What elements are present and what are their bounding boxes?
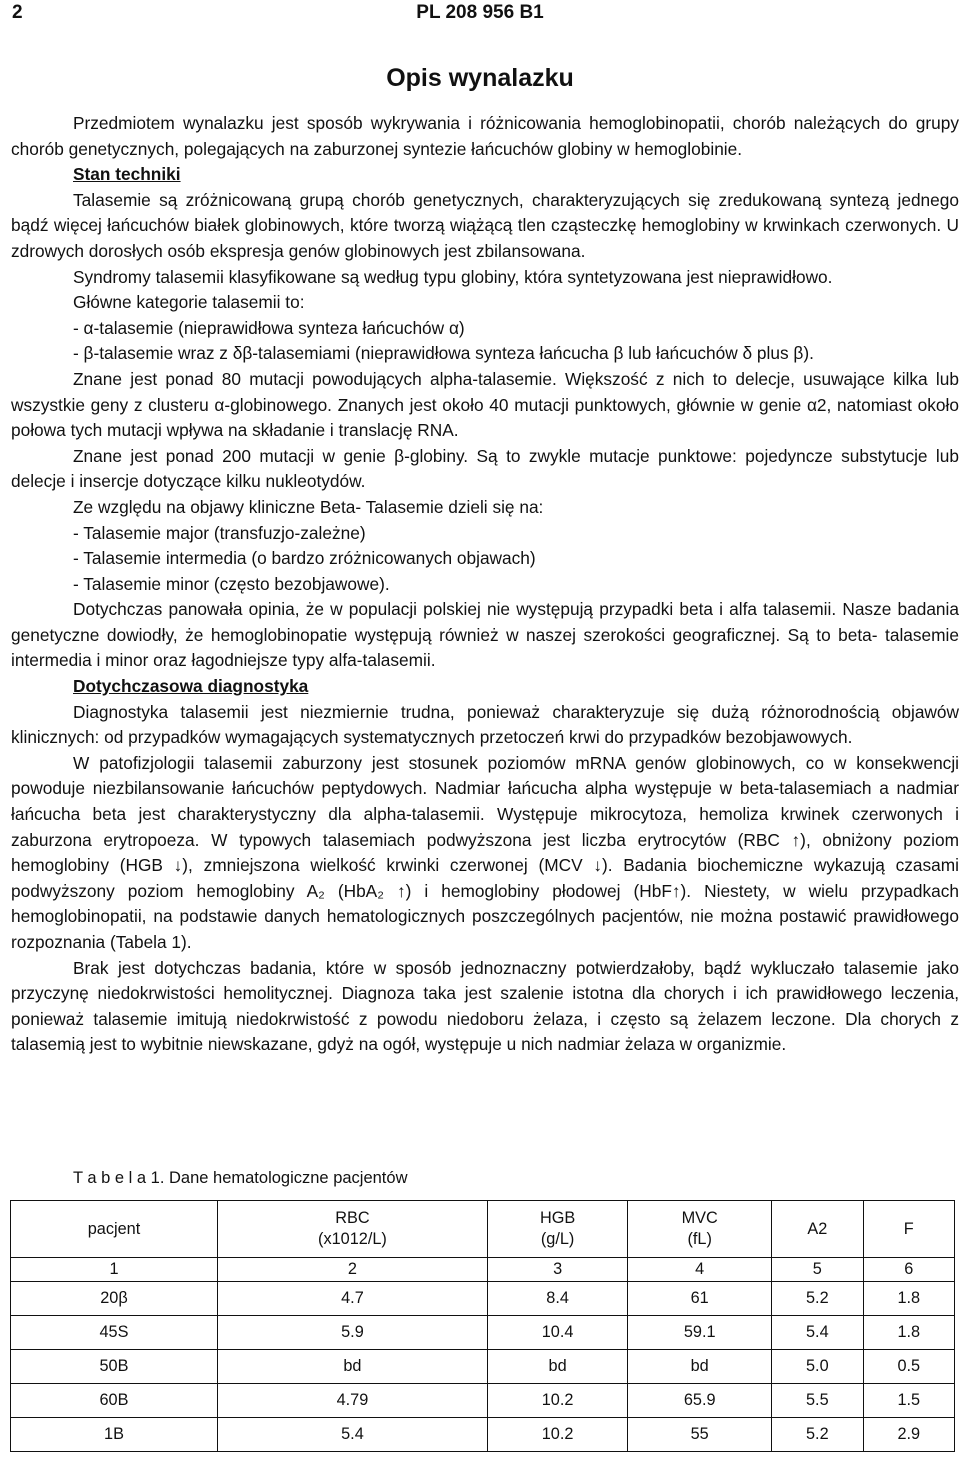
table-cell: 8.4 [487, 1282, 627, 1316]
table-cell: 2.9 [863, 1418, 954, 1452]
paragraph-intro: Przedmiotem wynalazku jest sposób wykrywania i różnicowania hemoglobinopatii, chorób należących do grupy chorób genetycznych, polegających na zaburzonej syntezie łańcuchów globiny w hemoglobinie. [11, 113, 959, 159]
paragraph-beta-classes: Ze względu na objawy kliniczne Beta- Talasemie dzieli się na: [73, 496, 544, 517]
header-text: (fL) [687, 1230, 712, 1248]
table-header-cell [11, 1201, 218, 1258]
heading-text: Stan techniki [73, 164, 181, 185]
table-cell: 55 [628, 1418, 772, 1452]
table-row [11, 1350, 955, 1384]
table-cell: 0.5 [863, 1350, 954, 1384]
table-cell: 1.8 [863, 1316, 954, 1350]
column-number-cell: 6 [863, 1258, 954, 1282]
table-header-cell [628, 1201, 772, 1258]
table-header-row [11, 1201, 955, 1258]
list-item-major: - Talasemie major (transfuzjo-zależne) [73, 522, 366, 543]
paragraph-polish-population: Dotychczas panowała opinia, że w populacji polskiej nie występują przypadki beta i alfa talasemii. Nasze badania genetyczne dowiodły, że hemoglobinopatie występują również w naszej szerokości geograficznej. Są to beta- talasemie intermedia i minor oraz łagodniejsze typy alfa-talasemii. [11, 599, 959, 671]
header-text: RBC [335, 1209, 370, 1227]
header-text: (g/L) [540, 1230, 575, 1248]
table-header-cell [487, 1201, 627, 1258]
column-number-cell: 5 [772, 1258, 863, 1282]
paragraph-syndromes: Syndromy talasemii klasyfikowane są według typu globiny, która syntetyzowana jest nieprawidłowo. [73, 266, 833, 287]
table-header-cell [217, 1201, 487, 1258]
list-item-alpha: - α-talasemie (nieprawidłowa synteza łańcuchów α) [73, 317, 465, 338]
list-item-intermedia: - Talasemie intermedia (o bardzo zróżnicowanych objawach) [73, 548, 536, 569]
table-cell: 65.9 [628, 1384, 772, 1418]
table-cell: 5.4 [217, 1418, 487, 1452]
heading-text: Dotychczasowa diagnostyka [73, 676, 309, 697]
hematology-table [10, 1200, 955, 1452]
patent-number: PL 208 956 B1 [416, 2, 544, 23]
table-cell: 10.4 [487, 1316, 627, 1350]
header-text: HGB [539, 1209, 576, 1227]
table-cell: 5.9 [217, 1316, 487, 1350]
column-number-cell: 4 [628, 1258, 772, 1282]
table-row [11, 1418, 955, 1452]
table-row [11, 1282, 955, 1316]
table-cell: 4.7 [217, 1282, 487, 1316]
header-text: A2 [807, 1219, 828, 1238]
paragraph-thalassemia-definition: Talasemie są zróżnicowaną grupą chorób genetycznych, charakteryzujących się zredukowaną syntezą jednego bądź więcej łańcuchów białek globinowych, które tworzą wiążącą tlen cząsteczkę hemoglobiny w krwinkach czerwonych. U zdrowych dorosłych osób ekspresja genów globinowych jest zbilansowana. [11, 189, 959, 261]
table-cell: 61 [628, 1282, 772, 1316]
paragraph-beta-mutations: Znane jest ponad 200 mutacji w genie β-globiny. Są to zwykle mutacje punktowe: pojedyncze substytucje lub delecje i insercje dotyczące kilku nukleotydów. [11, 445, 959, 492]
table-cell: 59.1 [628, 1316, 772, 1350]
table-cell: 5.2 [772, 1282, 863, 1316]
table-cell: 5.4 [772, 1316, 863, 1350]
table-cell: 10.2 [487, 1418, 627, 1452]
table-cell: 4.79 [217, 1384, 487, 1418]
paragraph-categories: Główne kategorie talasemii to: [73, 292, 305, 313]
column-number-cell: 2 [217, 1258, 487, 1282]
table-cell: 1B [11, 1418, 218, 1452]
document-title: Opis wynalazku [386, 64, 574, 92]
column-number-cell: 3 [487, 1258, 627, 1282]
page-number: 2 [12, 2, 23, 23]
section-heading-state-of-art [11, 162, 959, 188]
document-body [11, 111, 959, 1058]
table-cell: 1.5 [863, 1384, 954, 1418]
table-cell: 60B [11, 1384, 218, 1418]
table-cell: 5.2 [772, 1418, 863, 1452]
table-cell: 5.5 [772, 1384, 863, 1418]
paragraph-no-test: Brak jest dotychczas badania, które w sposób jednoznaczny potwierdzałoby, bądź wykluczało talasemie jako przyczynę niedokrwistości hemolitycznej. Diagnoza taka jest szalenie istotna dla chorych i ich prawidłowego leczenia, ponieważ talasemie imitują niedokrwistość z powodu niedoboru żelaza, i często są żelazem leczone. Dla chorych z talasemią jest to wybitnie niewskazane, gdyż na ogół, występuje u nich nadmiar żelaza w organizmie. [11, 957, 959, 1055]
table-row [11, 1384, 955, 1418]
table-cell: 1.8 [863, 1282, 954, 1316]
table-row [11, 1316, 955, 1350]
table-cell: 5.0 [772, 1350, 863, 1384]
table-cell: bd [628, 1350, 772, 1384]
header-text: F [903, 1219, 914, 1238]
list-item-beta: - β-talasemie wraz z δβ-talasemiami (nieprawidłowa synteza łańcucha β lub łańcuchów δ plus β). [73, 343, 814, 364]
header-text: (x1012/L) [318, 1230, 387, 1248]
table-caption: T a b e l a 1. Dane hematologiczne pacjentów [73, 1169, 408, 1187]
column-number-cell: 1 [11, 1258, 218, 1282]
table-cell: 45S [11, 1316, 218, 1350]
table-cell: bd [217, 1350, 487, 1384]
header-text: pacjent [87, 1219, 141, 1238]
table-header-cell [772, 1201, 863, 1258]
list-item-minor: - Talasemie minor (często bezobjawowe). [73, 573, 390, 594]
section-heading-diagnostics [11, 674, 959, 700]
table-header-cell [863, 1201, 954, 1258]
table-cell: 20β [11, 1282, 218, 1316]
table-cell: 10.2 [487, 1384, 627, 1418]
paragraph-alpha-mutations: Znane jest ponad 80 mutacji powodujących alpha-talasemie. Większość z nich to delecje, usuwające kilka lub wszystkie geny z clusteru α-globinowego. Znanych jest około 40 mutacji punktowych, głównie w genie α2, natomiast około połowa tych mutacji wpływa na składanie i translację RNA. [11, 368, 959, 441]
paragraph-diagnostics-difficulty: Diagnostyka talasemii jest niezmiernie trudna, ponieważ charakteryzuje się dużą różnorodnością objawów klinicznych: od przypadków wymagających systematycznych przetoczeń krwi do przypadków bezobjawowych. [11, 701, 959, 748]
table-cell: bd [487, 1350, 627, 1384]
paragraph-pathophysiology: W patofizjologii talasemii zaburzony jest stosunek poziomów mRNA genów globinowych, co w konsekwencji powoduje niezbilansowanie łańcuchów peptydowych. Nadmiar łańcucha alpha występuje w beta-talasemiach a nadmiar łańcucha beta jest charakterystyczny dla alpha-talasemii. Występuje mikrocytoza, hemoliza krwinek czerwonych i zaburzona erytropoeza. W typowych talasemiach podwyższona jest liczba erytrocytów (RBC ↑), obniżony poziom hemoglobiny (HGB ↓), zmniejszona wielkość krwinki czerwonej (MCV ↓). Badania biochemiczne wykazują czasami podwyższony poziom hemoglobiny A₂ (HbA₂ ↑) i hemoglobiny płodowej (HbF↑). Niestety, w wielu przypadkach hemoglobinopatii, na podstawie danych hematologicznych poszczególnych pacjentów, nie można postawić prawidłowego rozpoznania (Tabela 1). [11, 752, 959, 952]
header-text: MVC [681, 1209, 718, 1227]
table-cell: 50B [11, 1350, 218, 1384]
table-column-number-row [11, 1258, 955, 1282]
